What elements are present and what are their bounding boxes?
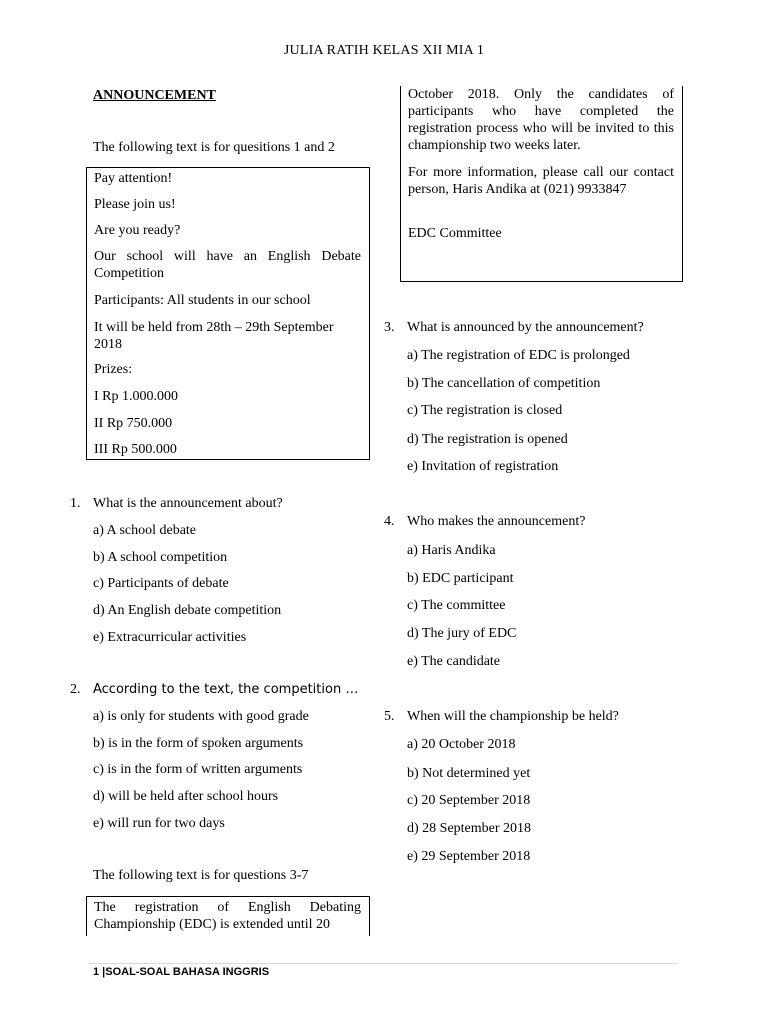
question-1-option-e: e) Extracurricular activities xyxy=(93,630,247,645)
page-footer: 1 |SOAL-SOAL BAHASA INGGRIS xyxy=(93,966,270,978)
box3-paragraph-2: For more information, please call our contact person, Haris Andika at (021) 9933847 xyxy=(408,165,674,197)
question-3-option-b: b) The cancellation of competition xyxy=(407,376,601,391)
question-3-option-d: d) The registration is opened xyxy=(407,432,568,447)
question-3-option-e: e) Invitation of registration xyxy=(407,459,559,474)
box3-paragraph-1: October 2018. Only the candidates of participants who have completed the registration process who will be invited to this championship two weeks later. xyxy=(408,87,674,153)
question-2-option-d: d) will be held after school hours xyxy=(93,789,279,804)
question-4-option-c: c) The committee xyxy=(407,598,506,613)
question-1-option-d: d) An English debate competition xyxy=(93,603,282,618)
question-2-number: 2. xyxy=(70,682,81,697)
question-3-text: What is announced by the announcement? xyxy=(407,320,644,335)
question-5-option-c: c) 20 September 2018 xyxy=(407,793,531,808)
question-5-option-e: e) 29 September 2018 xyxy=(407,849,531,864)
announcement-heading: ANNOUNCEMENT xyxy=(93,88,216,103)
announcement-box-2-continued xyxy=(400,86,683,282)
box1-line: Prizes: xyxy=(94,362,133,377)
question-1-text: What is the announcement about? xyxy=(93,496,283,511)
box1-line: II Rp 750.000 xyxy=(94,416,173,431)
box1-line: Pay attention! xyxy=(94,171,173,186)
intro-questions-1-2: The following text is for quesitions 1 and 2 xyxy=(93,140,335,155)
box3-signature: EDC Committee xyxy=(408,226,502,241)
question-2-option-a: a) is only for students with good grade xyxy=(93,709,309,724)
question-3-option-a: a) The registration of EDC is prolonged xyxy=(407,348,630,363)
footer-divider xyxy=(88,963,678,964)
question-1-option-a: a) A school debate xyxy=(93,523,197,538)
question-5-number: 5. xyxy=(384,709,395,724)
page-header-title: JULIA RATIH KELAS XII MIA 1 xyxy=(283,43,485,58)
announcement-box-1 xyxy=(86,167,370,460)
box1-line: Participants: All students in our school xyxy=(94,293,311,308)
box1-line: Are you ready? xyxy=(94,223,181,238)
question-2-option-e: e) will run for two days xyxy=(93,816,225,831)
announcement-box-2-start: The registration of English Debating Championship (EDC) is extended until 20 xyxy=(86,896,370,936)
question-4-option-e: e) The candidate xyxy=(407,654,501,669)
box1-line: Our school will have an English Debate Competition xyxy=(94,249,361,281)
question-5-option-d: d) 28 September 2018 xyxy=(407,821,532,836)
question-5-option-a: a) 20 October 2018 xyxy=(407,737,516,752)
question-4-text: Who makes the announcement? xyxy=(407,514,586,529)
question-2-option-c: c) is in the form of written arguments xyxy=(93,762,303,777)
question-4-option-b: b) EDC participant xyxy=(407,571,514,586)
question-5-text: When will the championship be held? xyxy=(407,709,619,724)
box1-line: I Rp 1.000.000 xyxy=(94,389,178,404)
intro-questions-3-7: The following text is for questions 3-7 xyxy=(93,868,309,883)
question-1-number: 1. xyxy=(70,496,81,511)
question-2-text: According to the text, the competition … xyxy=(93,682,359,697)
question-1-option-c: c) Participants of debate xyxy=(93,576,229,591)
question-5-option-b: b) Not determined yet xyxy=(407,766,531,781)
box1-line: III Rp 500.000 xyxy=(94,442,177,457)
question-4-number: 4. xyxy=(384,514,395,529)
box1-line: Please join us! xyxy=(94,197,176,212)
question-3-option-c: c) The registration is closed xyxy=(407,403,563,418)
question-3-number: 3. xyxy=(384,320,395,335)
box1-line: It will be held from 28th – 29th September 2018 xyxy=(94,320,334,352)
question-2-option-b: b) is in the form of spoken arguments xyxy=(93,736,304,751)
question-1-option-b: b) A school competition xyxy=(93,550,228,565)
question-4-option-d: d) The jury of EDC xyxy=(407,626,517,641)
question-4-option-a: a) Haris Andika xyxy=(407,543,496,558)
